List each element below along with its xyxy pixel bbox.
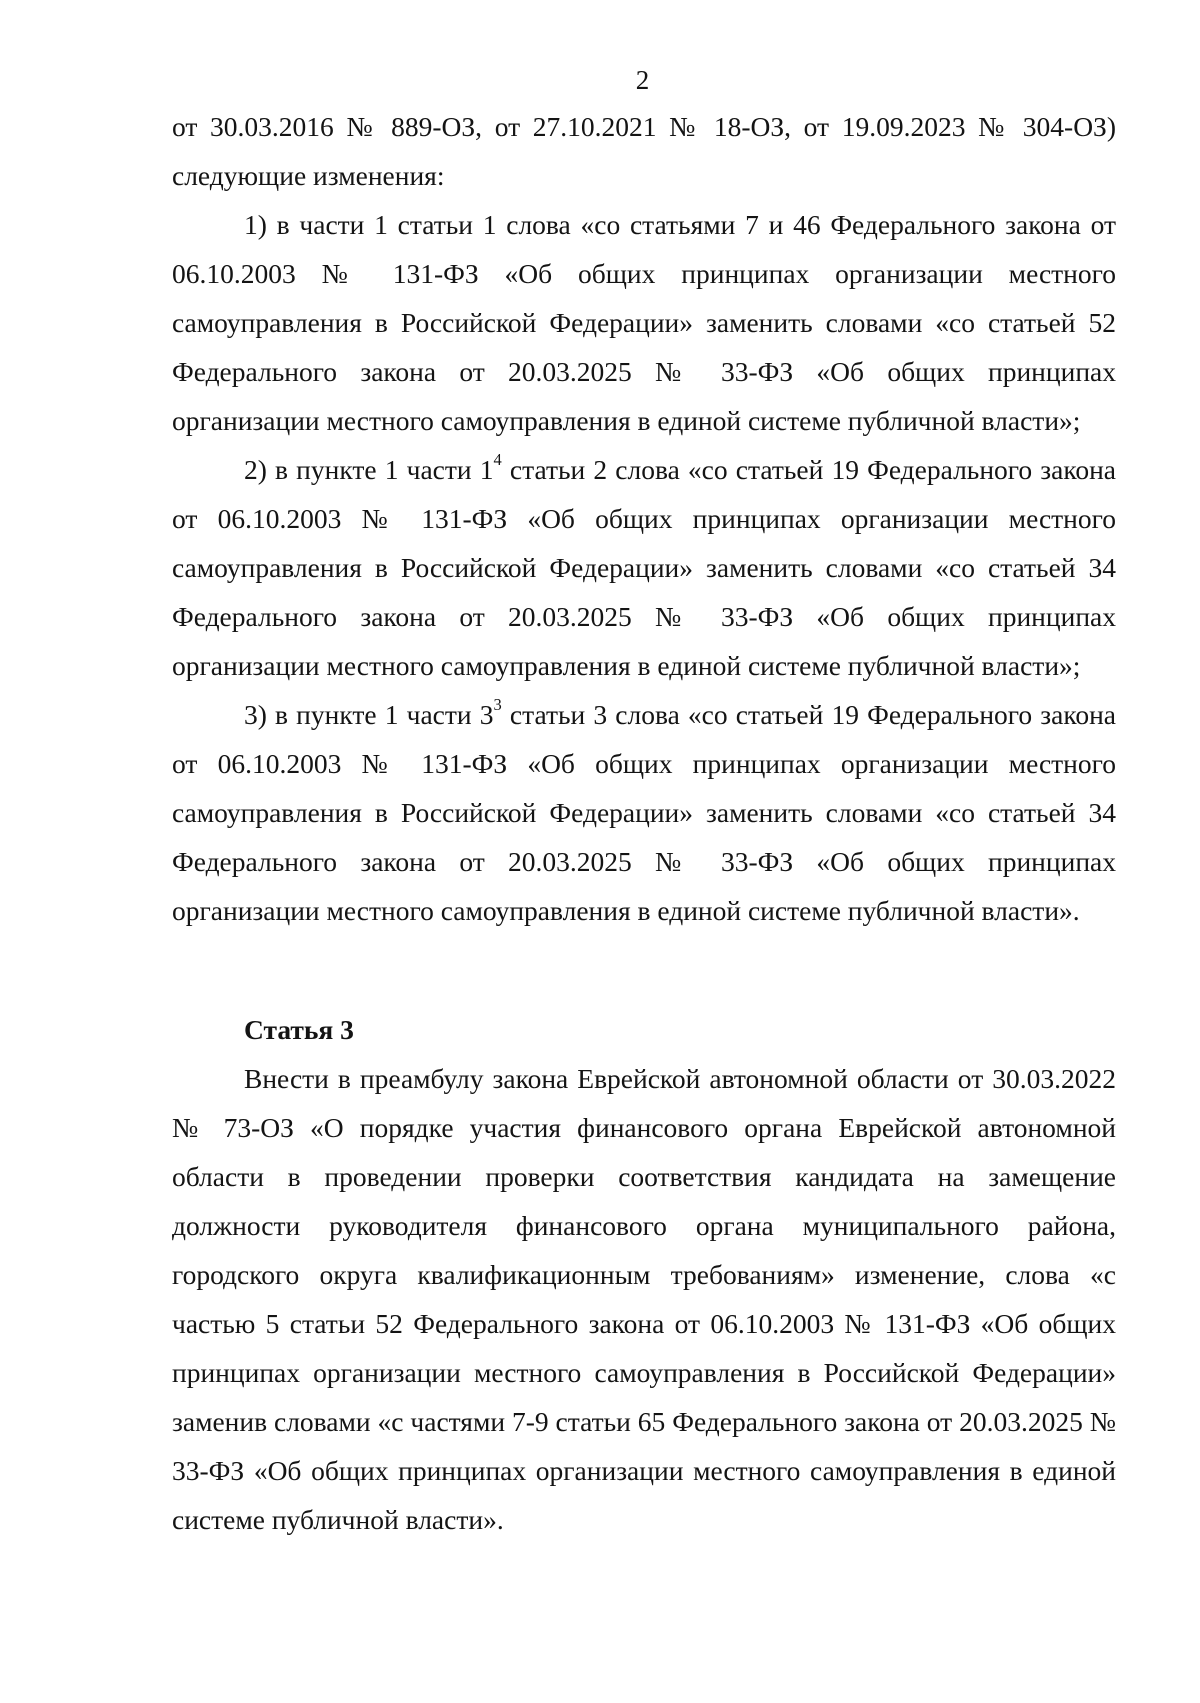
item-2-text-start: 2) в пункте 1 части 1 bbox=[244, 454, 494, 485]
amendment-item-3 bbox=[172, 690, 1116, 935]
page-number: 2 bbox=[635, 65, 650, 95]
intro-first-line: от 30.03.2016 № 889-ОЗ, от 27.10.2021 № 18-ОЗ, от 19.09.2023 № 304-ОЗ) bbox=[172, 111, 1116, 142]
document-body bbox=[172, 102, 1116, 1544]
item-2-text-end: статьи 2 слова «со статьей 19 Федерального закона от 06.10.2003 № 131-ФЗ «Об общих принципах организации местного самоуправления в Российской Федерации» заменить словами «со статьей 34 Федерального закона от 20.03.2025 № 33-ФЗ «Об общих принципах организации местного самоуправления в единой системе публичной власти»; bbox=[172, 454, 1117, 681]
amendment-item-1: 1) в части 1 статьи 1 слова «со статьями 7 и 46 Федерального закона от 06.10.2003 № 131-ФЗ «Об общих принципах организации местного самоуправления в Российской Федерации» заменить словами «со статьей 52 Федерального закона от 20.03.2025 № 33-ФЗ «Об общих принципах организации местного самоуправления в единой системе публичной власти»; bbox=[172, 209, 1116, 436]
intro-second-line: следующие изменения: bbox=[172, 160, 445, 191]
article-3-text: Внести в преамбулу закона Еврейской автономной области от 30.03.2022 № 73-ОЗ «О порядке участия финансового органа Еврейской автономной области в проведении проверки соответствия кандидата на замещение должности руководителя финансового органа муниципального района, городского округа квалификационным требованиям» изменение, слова «с частью 5 статьи 52 Федерального закона от 06.10.2003 № 131-ФЗ «Об общих принципах организации местного самоуправления в Российской Федерации» заменив словами «с частями 7-9 статьи 65 Федерального закона от 20.03.2025 № 33-ФЗ «Об общих принципах организации местного самоуправления в единой системе публичной власти». bbox=[172, 1063, 1116, 1535]
item-3-text-start: 3) в пункте 1 части 3 bbox=[244, 699, 494, 730]
item-3-text-end: статьи 3 слова «со статьей 19 Федерального закона от 06.10.2003 № 131-ФЗ «Об общих принципах организации местного самоуправления в Российской Федерации» заменить словами «со статьей 34 Федерального закона от 20.03.2025 № 33-ФЗ «Об общих принципах организации местного самоуправления в единой системе публичной власти». bbox=[172, 699, 1117, 926]
item-2-superscript: 4 bbox=[493, 449, 502, 469]
article-3-heading: Статья 3 bbox=[244, 1014, 354, 1045]
item-3-superscript: 3 bbox=[493, 694, 502, 714]
amendment-item-2 bbox=[172, 445, 1116, 690]
